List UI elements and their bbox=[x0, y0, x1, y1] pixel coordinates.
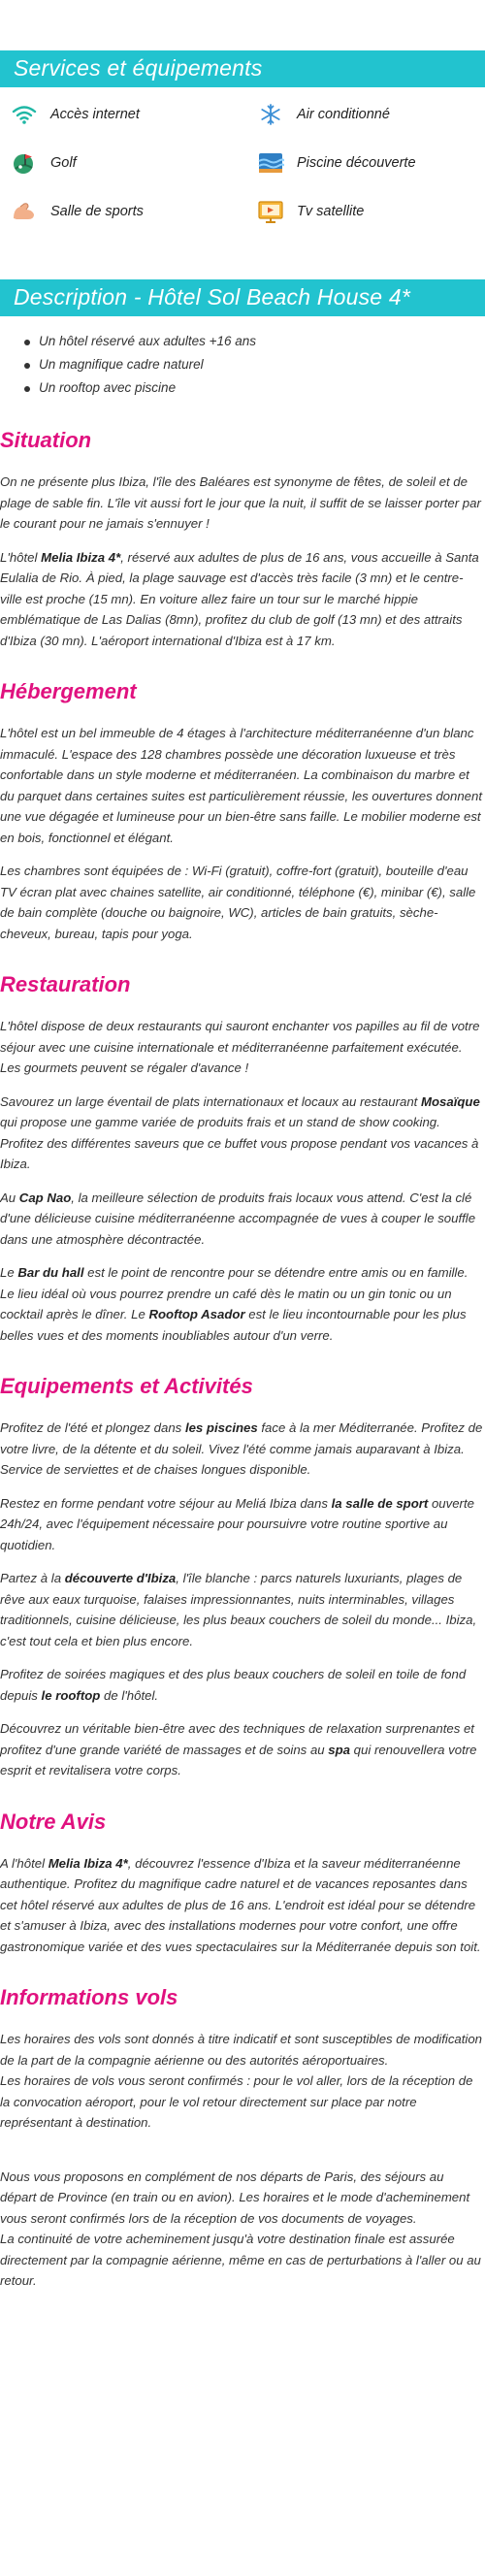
pool-icon bbox=[256, 151, 285, 175]
restauration-paragraph: Savourez un large éventail de plats internationaux et locaux au restaurant Mosaïque qui propose une gamme variée de produits frais et un stand de show cooking. Profitez des différentes saveurs que ce buffet vous propose pendant vos vacances à Ibiza. bbox=[0, 1093, 480, 1171]
list-item: Un magnifique cadre naturel bbox=[24, 353, 485, 376]
service-item-gym bbox=[10, 200, 252, 223]
hebergement-paragraph: Les chambres sont équipées de : Wi-Fi (gratuit), coffre-fort (gratuit), bouteille d'eau TV écran plat avec chaines satellite, air conditionné, téléphone (€), minibar (€), salle de bain complète (douche ou baignoire, WC), articles de bain gratuits, sèche-cheveux, bureau, tapis pour yoga. bbox=[0, 864, 476, 941]
description-banner: Description - Hôtel Sol Beach House 4* bbox=[0, 279, 485, 316]
situation-section bbox=[0, 429, 485, 651]
equipements-paragraph: Partez à la découverte d'Ibiza, l'île blanche : parcs naturels luxuriants, plages de rêve aux eaux turquoise, falaises impressionnantes, nuits interminables, villages traditionnels, cuisine délicieuse, les plus beaux couchers de soleil du monde... Ibiza, c'est tout cela et bien plus encore. bbox=[0, 1571, 477, 1648]
avis-section bbox=[0, 1810, 485, 1958]
situation-paragraph: On ne présente plus Ibiza, l'île des Baléares est synonyme de fêtes, de soleil et de plage de sable fin. L'île vit aussi fort le jour que la nuit, il suffit de se laisser porter par le courant pour ne jamais s'ennuyer ! bbox=[0, 474, 481, 531]
vols-paragraph: La continuité de votre acheminement jusqu'à votre destination finale est assurée directement par la compagnie aérienne, même en cas de perturbations à l'aller ou au retour. bbox=[0, 2232, 481, 2288]
equipements-paragraph: Profitez de l'été et plongez dans les piscines face à la mer Méditerranée. Profitez de votre livre, de la détente et du soleil. Vivez l'été comme jamais auparavant à Ibiza. Service de serviettes et de chaises longues disponible. bbox=[0, 1420, 483, 1477]
service-label: Piscine découverte bbox=[297, 155, 416, 171]
service-label: Air conditionné bbox=[297, 107, 390, 122]
equipements-section bbox=[0, 1375, 485, 1781]
vols-paragraph: Les horaires des vols sont donnés à titre indicatif et sont susceptibles de modification de la part de la compagnie aérienne ou des autorités aéroportuaires. bbox=[0, 2032, 483, 2068]
description-bullets bbox=[0, 330, 485, 400]
dumbbell-icon bbox=[10, 200, 39, 223]
equipements-paragraph: Découvrez un véritable bien-être avec des techniques de relaxation surprenantes et profitez d'une grande variété de massages et de soins au spa qui renouvellera votre esprit et revitalisera votre corps. bbox=[0, 1721, 477, 1777]
service-item-aircon bbox=[252, 103, 485, 126]
hebergement-section bbox=[0, 680, 485, 944]
service-item-golf bbox=[10, 151, 252, 175]
vols-heading: Informations vols bbox=[0, 1985, 178, 2009]
snowflake-icon bbox=[256, 103, 285, 126]
hebergement-paragraph: L'hôtel est un bel immeuble de 4 étages à l'architecture méditerranéenne d'un blanc immaculé. L'espace des 128 chambres possède une décoration luxueuse et très confortable dans un style moderne et méditerranéen. La combinaison du marbre et du parquet dans certaines suites est particulièrement réussie, les ouvertures donnent une vue dégagée et lumineuse pour un bien-être sans faille. Le mobilier moderne est en bois, fonctionnel et élégant. bbox=[0, 726, 483, 845]
hebergement-heading: Hébergement bbox=[0, 679, 137, 703]
service-label: Tv satellite bbox=[297, 204, 365, 219]
restauration-paragraph: Au Cap Nao, la meilleure sélection de produits frais locaux vous attend. C'est la clé d'une délicieuse cuisine méditerranéenne accompagnée de vues à couper le souffle dans une atmosphère décontractée. bbox=[0, 1190, 476, 1247]
avis-heading: Notre Avis bbox=[0, 1809, 107, 1834]
description-section bbox=[0, 279, 485, 400]
service-item-pool bbox=[252, 151, 485, 175]
restauration-paragraph: Le Bar du hall est le point de rencontre pour se détendre entre amis ou en famille. Le lieu idéal où vous pourrez prendre un café dès le matin ou un gin tonic ou un cocktail après le dîner. Le Rooftop Asador est le lieu incontournable pour les plus belles vues et des moments inoubliables autour d'un verre. bbox=[0, 1265, 469, 1343]
vols-paragraph: Nous vous proposons en complément de nos départs de Paris, des séjours au départ de Province (en train ou en avion). Les horaires et le mode d'acheminement vous seront confirmés lors de la réception de vos documents de voyages. bbox=[0, 2168, 470, 2226]
service-label: Golf bbox=[50, 155, 77, 171]
tv-icon bbox=[256, 200, 285, 223]
vols-paragraph: Les horaires de vols vous seront confirmés : pour le vol aller, lors de la réception de la convocation aéroport, pour le vol retour directement sur place par notre représentant à destination. bbox=[0, 2073, 473, 2130]
restauration-paragraph: L'hôtel dispose de deux restaurants qui sauront enchanter vos papilles au fil de votre séjour avec une cuisine internationale et méditerranéenne parfaitement exécutée. Les gourmets peuvent se régaler d'avance ! bbox=[0, 1019, 480, 1075]
golf-icon bbox=[10, 151, 39, 175]
restauration-heading: Restauration bbox=[0, 972, 131, 996]
list-item: Un rooftop avec piscine bbox=[24, 376, 485, 400]
service-item-internet bbox=[10, 103, 252, 126]
vols-section bbox=[0, 1986, 485, 2292]
services-section bbox=[0, 50, 485, 223]
restauration-section bbox=[0, 973, 485, 1346]
list-item: Un hôtel réservé aux adultes +16 ans bbox=[24, 330, 485, 353]
service-item-tv bbox=[252, 200, 485, 223]
avis-paragraph: A l'hôtel Melia Ibiza 4*, découvrez l'essence d'Ibiza et la saveur méditerranéenne authentique. Profitez du magnifique cadre naturel et de vacances reposantes dans cet hôtel réservé aux adultes de plus de 16 ans. L'endroit est idéal pour se détendre et s'amuser à Ibiza, avec des installations modernes pour votre confort, une offre gastronomique variée et des vues spectaculaires sur la Méditerranée depuis son toit. bbox=[0, 1855, 481, 1954]
services-banner: Services et équipements bbox=[0, 50, 485, 87]
situation-paragraph: L'hôtel Melia Ibiza 4*, réservé aux adultes de plus de 16 ans, vous accueille à Santa Eulalia de Rio. À pied, la plage sauvage est d'accès très facile (3 mn) et le centre-ville est proche (15 mn). En voiture allez faire un tour sur le marché hippie emblématique de Las Dalias (8mn), profitez du club de golf (13 mn) et des attraits d'Ibiza (30 mn). L'aéroport international d'Ibiza est à 17 km. bbox=[0, 549, 479, 648]
spacer bbox=[0, 2146, 483, 2167]
service-label: Salle de sports bbox=[50, 204, 144, 219]
equipements-paragraph: Profitez de soirées magiques et des plus beaux couchers de soleil en toile de fond depuis le rooftop de l'hôtel. bbox=[0, 1667, 467, 1703]
services-grid bbox=[0, 103, 485, 223]
situation-heading: Situation bbox=[0, 428, 92, 452]
wifi-icon bbox=[10, 103, 39, 126]
equipements-paragraph: Restez en forme pendant votre séjour au Meliá Ibiza dans la salle de sport ouverte 24h/24, avec l'équipement nécessaire pour poursuivre votre routine sportive au quotidien. bbox=[0, 1495, 474, 1552]
equipements-heading: Equipements et Activités bbox=[0, 1374, 253, 1398]
service-label: Accès internet bbox=[50, 107, 140, 122]
